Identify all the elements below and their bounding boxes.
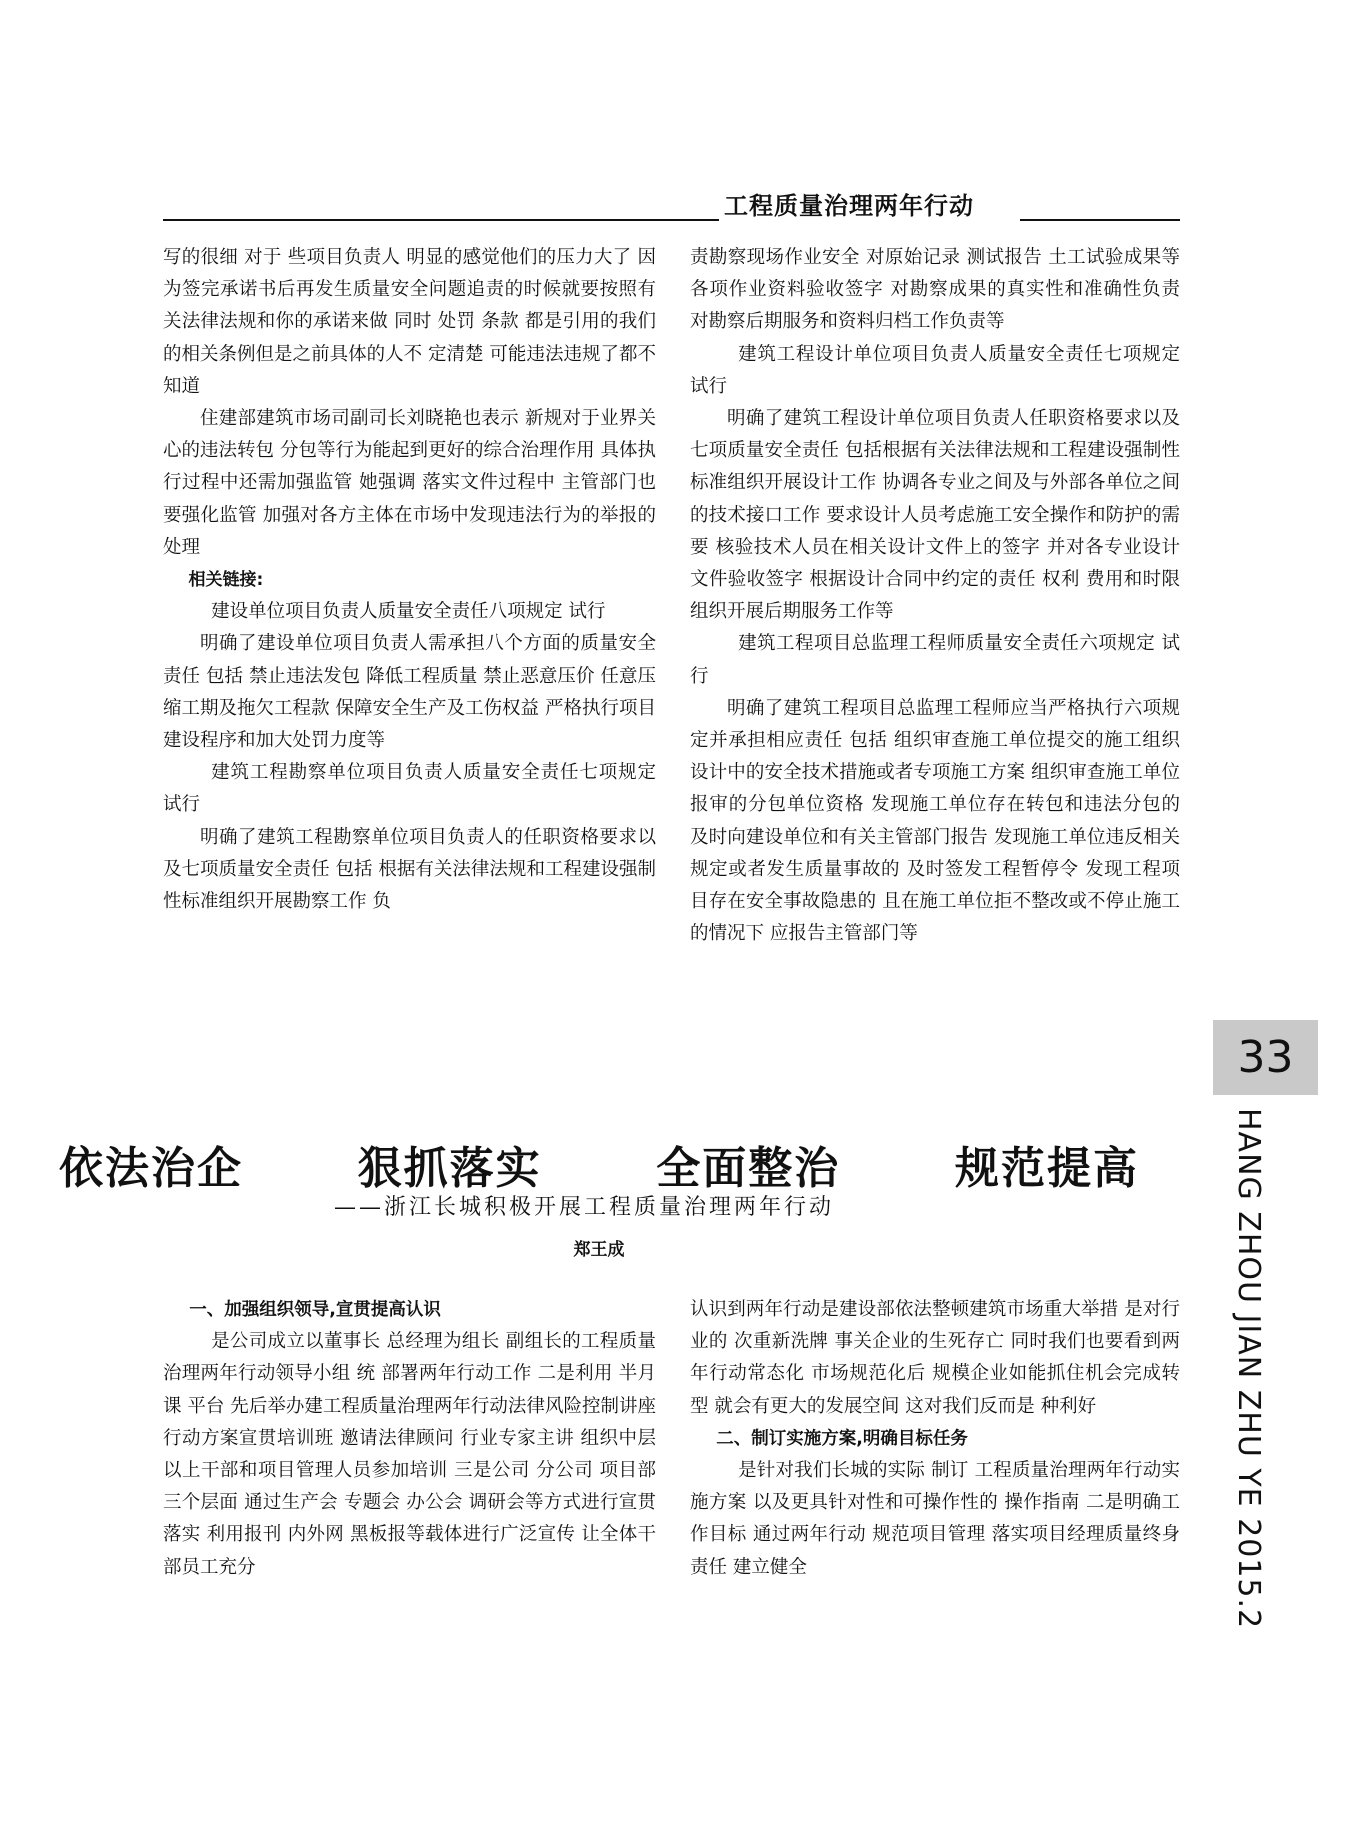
regulation-title: 建筑工程勘察单位项目负责人质量安全责任七项规定 试行 [163, 762, 656, 816]
regulation-title: 建筑工程设计单位项目负责人质量安全责任七项规定 试行 [690, 343, 1180, 397]
header-rule-left [163, 219, 719, 221]
paragraph: 责勘察现场作业安全 对原始记录 测试报告 土工试验成果等各项作业资料验收签字 对勘察成果的真实性和准确性负责 对勘察后期服务和资料归档工作负责等 [690, 247, 1180, 333]
regulation-title: 建筑工程项目总监理工程师质量安全责任六项规定 试行 [690, 633, 1180, 687]
bottom-right-column [690, 1294, 1180, 1584]
article-subtitle: ——浙江长城积极开展工程质量治理两年行动 [333, 1195, 834, 1220]
related-links-heading: 相关链接: [188, 570, 264, 591]
paragraph: 是公司成立以董事长 总经理为组长 副组长的工程质量治理两年行动领导小组 统 部署两年行动工作 二是利用 半月 课 平台 先后举办建工程质量治理两年行动法律风险控制讲座 行动方案宣贯培训班 邀请法律顾问 行业专家主讲 组织中层以上干部和项目管理人员参加培训 三是公司 分公司 项目部三个层面 通过生产会 专题会 办公会 调研会等方式进行宣贯落实 利用报刊 内外网 黑板报等载体进行广泛宣传 让全体干部员工充分 [163, 1331, 656, 1578]
regulation-title: 建设单位项目负责人质量安全责任八项规定 试行 [211, 601, 606, 623]
page-number-box [1213, 1020, 1318, 1095]
paragraph: 是针对我们长城的实际 制订 工程质量治理两年行动实施方案 以及更具针对性和可操作性的 操作指南 二是明确工作目标 通过两年行动 规范项目管理 落实项目经理质量终身责任 建立健全 [690, 1460, 1180, 1578]
journal-name-vertical: HANG ZHOU JIAN ZHU YE 2015.2 [1231, 1108, 1266, 1630]
paragraph: 明确了建筑工程勘察单位项目负责人的任职资格要求以及七项质量安全责任 包括 根据有关法律法规和工程建设强制性标准组织开展勘察工作 负 [163, 826, 656, 913]
article-title: 依法治企 狠抓落实 全面整治 规范提高 [59, 1143, 1139, 1194]
top-right-column [690, 242, 1180, 950]
header-rule-right [1020, 219, 1180, 221]
paragraph: 明确了建筑工程设计单位项目负责人任职资格要求以及七项质量安全责任 包括根据有关法律法规和工程建设强制性标准组织开展设计工作 协调各专业之间及与外部各单位之间的技术接口工作 要求设计人员考虑施工安全操作和防护的需要 核验技术人员在相关设计文件上的签字 并对各专业设计文件验收签字 根据设计合同中约定的责任 权利 费用和时限 组织开展后期服务工作等 [690, 408, 1180, 623]
page-number: 33 [1237, 1032, 1294, 1083]
paragraph: 明确了建筑工程项目总监理工程师应当严格执行六项规定并承担相应责任 包括 组织审查施工单位提交的施工组织设计中的安全技术措施或者专项施工方案 组织审查施工单位报审的分包单位资格 发现施工单位存在转包和违法分包的 及时向建设单位和有关主管部门报告 发现施工单位违反相关规定或者发生质量事故的 及时签发工程暂停令 发现工程项目存在安全事故隐患的 且在施工单位拒不整改或不停止施工的情况下 应报告主管部门等 [690, 697, 1180, 945]
bottom-left-column [163, 1294, 656, 1584]
section-heading: 一、加强组织领导,宣贯提高认识 [189, 1300, 441, 1320]
paragraph: 写的很细 对于 些项目负责人 明显的感觉他们的压力大了 因为签完承诺书后再发生质量安全问题追责的时候就要按照有关法律法规和你的承诺来做 同时 处罚 条款 都是引用的我们的相关条例但是之前具体的人不 定清楚 可能违法违规了都不知道 [163, 247, 656, 397]
paragraph: 认识到两年行动是建设部依法整顿建筑市场重大举措 是对行业的 次重新洗牌 事关企业的生死存亡 同时我们也要看到两年行动常态化 市场规范化后 规模企业如能抓住机会完成转型 就会有更大的发展空间 这对我们反而是 种利好 [690, 1299, 1180, 1417]
paragraph: 明确了建设单位项目负责人需承担八个方面的质量安全责任 包括 禁止违法发包 降低工程质量 禁止恶意压价 任意压缩工期及拖欠工程款 保障安全生产及工伤权益 严格执行项目建设程序和加大处罚力度等 [163, 633, 656, 752]
top-left-column [163, 242, 656, 918]
section-title: 工程质量治理两年行动 [724, 192, 974, 220]
section-heading: 二、制订实施方案,明确目标任务 [716, 1428, 968, 1449]
article-author: 郑王成 [573, 1240, 625, 1260]
paragraph: 住建部建筑市场司副司长刘晓艳也表示 新规对于业界关心的违法转包 分包等行为能起到更好的综合治理作用 具体执行过程中还需加强监管 她强调 落实文件过程中 主管部门也要强化监管 加强对各方主体在市场中发现违法行为的举报的处理 [163, 408, 656, 558]
